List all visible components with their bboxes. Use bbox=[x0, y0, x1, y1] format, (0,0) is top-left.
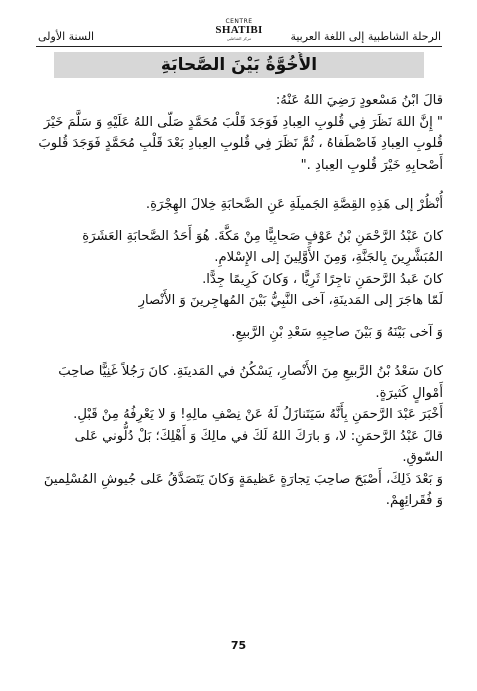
paragraph-outcome: وَ بَعْدَ ذَلِكَ، أَصْبَحَ صاحِبَ تِجارَةٍ عَظيمَةٍ وَكانَ يَتَصَدَّقُ عَلى جُيوشِ المُسْلِمينَ وَ فُقَرائِهِمْ. bbox=[43, 471, 443, 508]
paragraph-brotherhood: وَ آخى بَيْنَهُ وَ بَيْنَ صاحِبِهِ سَعْدِ بْنِ الرَّبيعِ. bbox=[231, 324, 443, 340]
paragraph-quote: " إِنَّ اللهَ نَظَرَ فِي قُلوبِ العِبادِ فَوَجَدَ قَلْبَ مُحَمَّدٍ صَلّى اللهُ عَلَيْهِ وَ سَلَّمَ خَيْرَ قُلوبِ العِبادِ فَاصْطَفاهُ ، ثُمَّ نَظَرَ فِي قُلوبِ العِبادِ بَعْدَ قَلْبِ مُحَمَّدٍ فَوَجَدَ قُلوبَ أَصْحابِهِ خَيْرَ قُلوبِ العِبادِ ." bbox=[38, 114, 443, 173]
page-number: 75 bbox=[230, 639, 247, 652]
logo-centre-text: CENTRE bbox=[225, 18, 253, 25]
year-label: السنة الأولى bbox=[38, 30, 95, 43]
logo-tagline: ﻣﺮﻛﺰ اﻟﺸﺎﻃﺒﻲ bbox=[226, 36, 252, 41]
lesson-body bbox=[38, 90, 443, 512]
paragraph-look: أُنْظُرْ إلى هَذِهِ القِصَّةِ الجَميلَةِ عَنِ الصَّحابَةِ خِلالَ الهِجْرَةِ. bbox=[145, 197, 443, 212]
paragraph-merchant: كانَ عَبدُ الرَّحمَنِ تاجِرًا ثَرِيًّا ، وَكانَ كَرِيمًا جِدًّا. bbox=[202, 271, 443, 287]
paragraph-quote-intro: قالَ ابْنُ مَسْعودٍ رَضِيَ اللهُ عَنْهُ: bbox=[275, 93, 443, 108]
logo-name: SHATIBI bbox=[215, 24, 263, 36]
shatibi-logo bbox=[214, 18, 264, 41]
paragraph-saad: كانَ سَعْدُ بْنُ الرَّبيعِ مِنَ الأَنْصارِ، يَسْكُنُ في المَدينَةِ. كانَ رَجُلاً غَنِيًّا صاحِبَ أَمْوالٍ كَثيرَةٍ. bbox=[58, 364, 443, 401]
paragraph-offer: أَخْبَرَ عَبْدَ الرَّحمَنِ بِأَنَّهُ سَيَتَنازَلُ لَهُ عَنْ نِصْفِ مالِهِ! وَ لا يَعْرِفُهُ مِنْ قَبْلِ. bbox=[73, 407, 443, 422]
paragraph-reply: قالَ عَبْدُ الرَّحمَنِ: لا، وَ بارَكَ اللهُ لَكَ في مالِكَ وَ أَهْلِكَ؛ بَلْ دُلُّوني عَلى السّوقِ. bbox=[74, 428, 443, 465]
paragraph-hijra: لَمّا هاجَرَ إلى المَدينَةِ، آخى النَّبِيُّ بَيْنَ المُهاجِرينَ وَ الأَنْصارِ bbox=[138, 293, 443, 308]
lesson-title: الأُخُوَّةُ بَيْنَ الصَّحابَةِ bbox=[54, 52, 424, 78]
book-title: الرحلة الشاطبية إلى اللغة العربية bbox=[290, 30, 441, 43]
paragraph-abdurrahman: كانَ عَبْدُ الرَّحْمَنِ بْنُ عَوْفٍ صَحابِيًّا مِنْ مَكَّةَ. هُوَ أَحَدُ الصَّحابَةِ العَشَرَةِ المُبَشَّرِينَ بِالجَنَّةِ، وَمِنَ الأَوَّلِينَ إلى الإِسْلامِ. bbox=[82, 228, 443, 265]
header-divider bbox=[36, 46, 442, 47]
